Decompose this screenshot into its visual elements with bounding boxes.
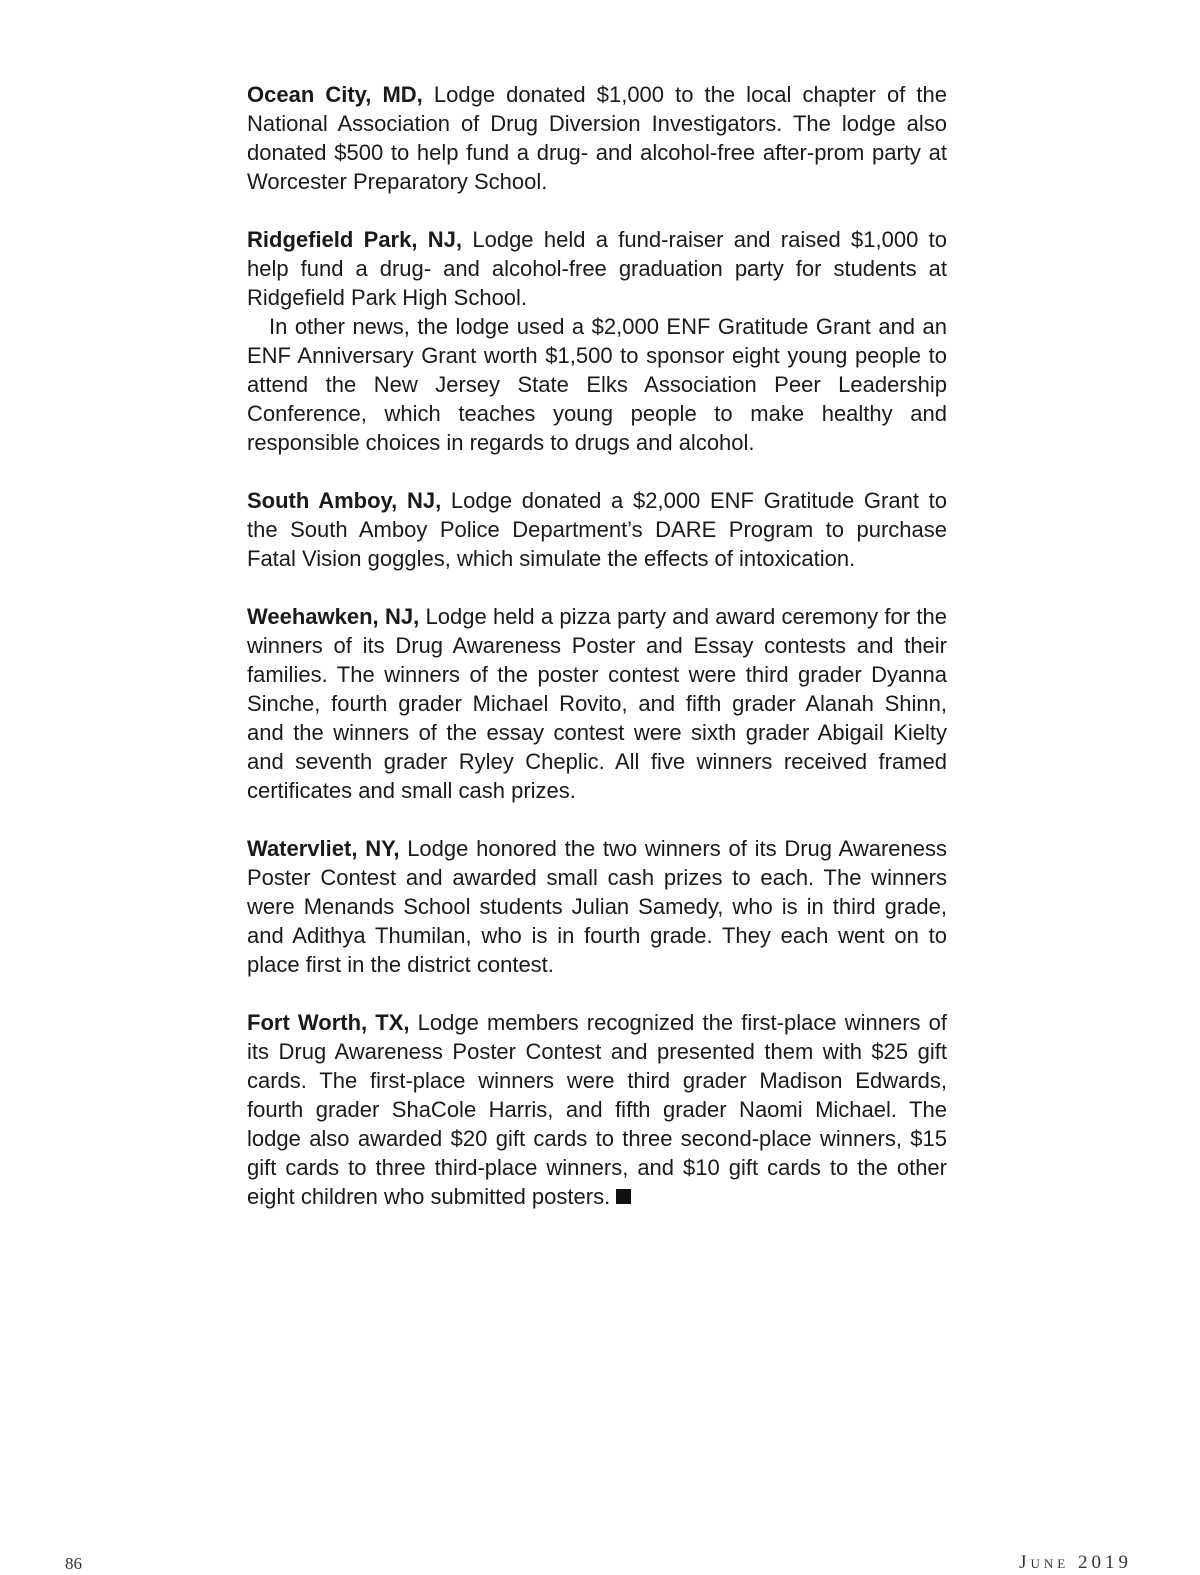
entry-paragraph xyxy=(247,80,947,196)
entry-place: South Amboy, NJ, xyxy=(247,488,442,513)
entry-ridgefield-park xyxy=(247,225,947,457)
entry-place: Fort Worth, TX, xyxy=(247,1010,410,1035)
entry-paragraph xyxy=(247,312,947,457)
entry-text: Lodge held a fund-raiser and raised $1,000 to help fund a drug- and alcohol-free graduation party for students at Ridgefield Park High School. xyxy=(247,227,947,310)
entry-text: Lodge members recognized the first-place winners of its Drug Awareness Poster Contest and presented them with $25 gift cards. The first-place winners were third grader Madison Edwards, fourth grader ShaCole Harris, and fifth grader Naomi Michael. The lodge also awarded $20 gift cards to three second-place winners, $15 gift cards to three third-place winners, and $10 gift cards to the other eight children who submitted posters. xyxy=(247,1010,947,1209)
entry-weehawken xyxy=(247,602,947,805)
entry-place: Ocean City, MD, xyxy=(247,82,423,107)
entry-text: Lodge donated $1,000 to the local chapter of the National Association of Drug Diversion Investigators. The lodge also donated $500 to help fund a drug- and alcohol-free after-prom party at Worcester Preparatory School. xyxy=(247,82,947,194)
entry-watervliet xyxy=(247,834,947,979)
entry-text: Lodge donated a $2,000 ENF Gratitude Grant to the South Amboy Police Department’s DARE Program to purchase Fatal Vision goggles, which simulate the effects of intoxication. xyxy=(247,488,947,571)
article-column xyxy=(247,80,947,1240)
page-number: 86 xyxy=(65,1554,82,1573)
end-of-article-icon xyxy=(616,1189,631,1204)
entry-place: Watervliet, NY, xyxy=(247,836,400,861)
entry-paragraph xyxy=(247,834,947,979)
entry-text: Lodge honored the two winners of its Drug Awareness Poster Contest and awarded small cash prizes to each. The winners were Menands School students Julian Samedy, who is in third grade, and Adithya Thumilan, who is in fourth grade. They each went on to place first in the district contest. xyxy=(247,836,947,977)
entry-paragraph xyxy=(247,602,947,805)
entry-text: Lodge held a pizza party and award ceremony for the winners of its Drug Awareness Poster and Essay contests and their families. The winners of the poster contest were third grader Dyanna Sinche, fourth grader Michael Rovito, and fifth grader Alanah Shinn, and the winners of the essay contest were sixth grader Abigail Kielty and seventh grader Ryley Cheplic. All five winners received framed certificates and small cash prizes. xyxy=(247,604,947,803)
entry-south-amboy xyxy=(247,486,947,573)
entry-paragraph xyxy=(247,225,947,312)
entry-text: In other news, the lodge used a $2,000 ENF Gratitude Grant and an ENF Anniversary Grant worth $1,500 to sponsor eight young people to attend the New Jersey State Elks Association Peer Leadership Conference, which teaches young people to make healthy and responsible choices in regards to drugs and alcohol. xyxy=(247,314,947,455)
entry-place: Weehawken, NJ, xyxy=(247,604,420,629)
entry-place: Ridgefield Park, NJ, xyxy=(247,227,463,252)
entry-paragraph xyxy=(247,486,947,573)
entry-ocean-city xyxy=(247,80,947,196)
issue-date: June 2019 xyxy=(1019,1552,1132,1573)
entry-paragraph xyxy=(247,1008,947,1211)
entry-fort-worth xyxy=(247,1008,947,1211)
